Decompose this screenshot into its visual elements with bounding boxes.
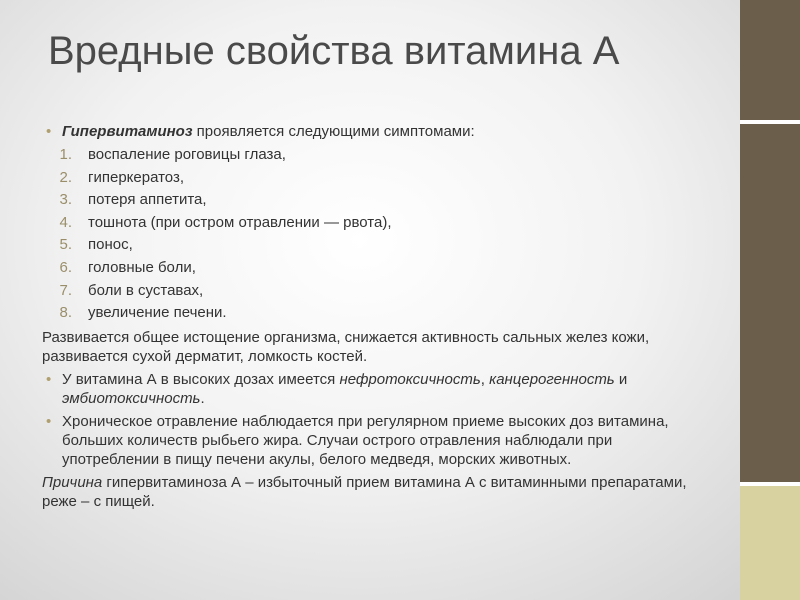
list-number: 3. [59, 191, 72, 209]
term-nephrotoxicity: нефротоксичность [339, 370, 481, 388]
term-carcinogenicity: канцерогенность [489, 370, 615, 388]
list-number: 5. [59, 236, 72, 254]
list-item [42, 303, 692, 326]
list-text: головные боли, [88, 258, 196, 276]
list-number: 8. [59, 304, 72, 322]
term-embryotoxicity: эмбиотоксичность [62, 389, 201, 407]
list-item [42, 213, 692, 236]
list-number: 7. [59, 281, 72, 299]
sentence-end: . [200, 389, 205, 407]
separator: , [480, 370, 490, 388]
cause-rest: гипервитаминоза А – избыточный прием витамина А с витаминными препаратами, реже – с пищей. [42, 473, 687, 510]
list-item [42, 258, 692, 281]
cause-term: Причина [42, 473, 103, 491]
list-text: потеря аппетита, [88, 191, 207, 209]
chronic-text: Хроническое отравление наблюдается при регулярном приеме высоких доз витамина, больших количеств рыбьего жира. Случаи острого отравления наблюдали при употреблении в пищу печени акулы, белого медведя, морских животных. [62, 412, 669, 468]
list-number: 4. [59, 213, 72, 231]
toxicity-bullet [42, 370, 692, 408]
list-item [42, 168, 692, 191]
list-text: гиперкератоз, [88, 168, 185, 186]
list-number: 2. [59, 168, 72, 186]
slide-content [42, 122, 692, 511]
list-item [42, 281, 692, 304]
list-item [42, 190, 692, 213]
list-text: тошнота (при остром отравлении — рвота), [88, 213, 392, 231]
cause-paragraph [42, 473, 692, 511]
intro-term: Гипервитаминоз [62, 123, 193, 140]
list-text: понос, [88, 236, 133, 254]
intro-bullet [42, 122, 692, 141]
list-item [42, 235, 692, 258]
separator: и [614, 370, 628, 388]
slide-title: Вредные свойства витамина А [48, 29, 620, 73]
chronic-bullet [42, 412, 692, 469]
list-text: воспаление роговицы глаза, [88, 146, 286, 163]
bullet-icon: • [46, 370, 52, 388]
toxicity-prefix: У витамина А в высоких дозах имеется [62, 370, 340, 388]
list-text: увеличение печени. [88, 304, 227, 322]
band-divider-top [740, 120, 800, 124]
side-band [740, 0, 800, 600]
intro-rest: проявляется следующими симптомами: [192, 123, 475, 140]
list-number: 1. [59, 146, 72, 163]
bullet-icon: • [46, 123, 52, 140]
exhaustion-paragraph: Развивается общее истощение организма, снижается активность сальных желез кожи, развивается сухой дерматит, ломкость костей. [42, 328, 650, 365]
list-item [42, 145, 692, 168]
list-number: 6. [59, 258, 72, 276]
bullet-icon: • [46, 412, 52, 430]
list-text: боли в суставах, [88, 281, 204, 299]
band-light-block [740, 486, 800, 600]
symptom-list [42, 145, 692, 326]
